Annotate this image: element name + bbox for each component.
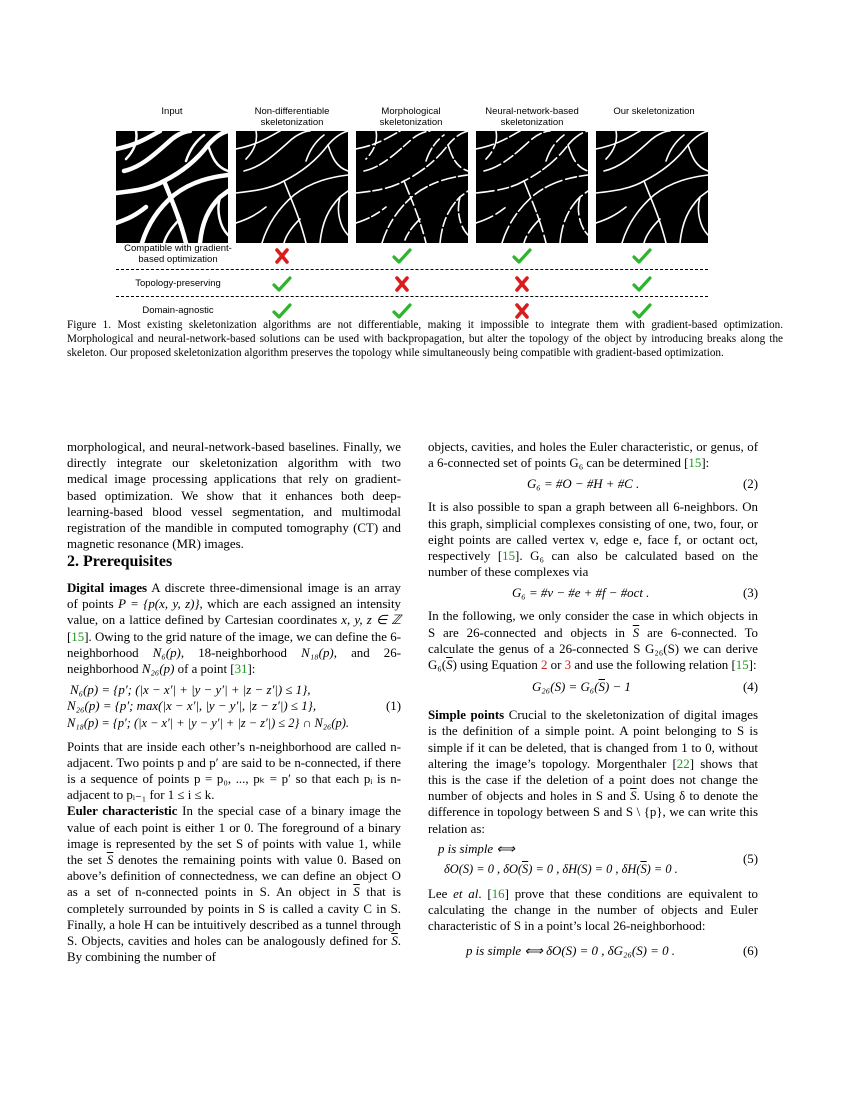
section-heading: 2. Prerequisites	[67, 553, 173, 570]
check-icon	[392, 248, 412, 264]
check-icon	[512, 248, 532, 264]
citation-link[interactable]: 16	[491, 887, 505, 902]
text-run: are 6-connected. To calculate the genus of a 26-connected S G₂₆(S) we can derive G₆(	[428, 625, 758, 673]
input-vessel-image	[116, 131, 228, 243]
check-icon	[632, 276, 652, 292]
text-run: denotes the remaining points with value 0. Based on above’s definition of connectedness, we can define an object O as a set of n-connected points in S. An object in	[67, 853, 401, 900]
text-run: , and 26-neighborhood	[67, 645, 401, 677]
text-run: or	[547, 658, 565, 673]
text-run: ) using Equation	[452, 658, 541, 673]
points-paragraph: Points that are inside each other’s n-neighborhood are called n-adjacent. Two points p and p′ are said to be n-connected, if there is a sequence of points p = p₀, ..., pₖ = p′ so that each pᵢ is n-adjacent to pᵢ₋₁ for 1 ≤ i ≤ k.	[67, 739, 401, 803]
equation-2	[428, 476, 758, 496]
equation-text: ) = 0 .	[646, 862, 678, 877]
row-divider	[116, 296, 708, 297]
right-column	[428, 439, 758, 963]
text-run: Crucial to the skeletonization of digital images is the definition of a simple point. A point belonging to S is simple if it can be deleted, that is changed from 1 to 0, without altering the image’s topology. Morgenthaler [	[428, 708, 758, 771]
equation-1-line-2	[67, 698, 401, 715]
equation-text: G₆ = #O − #H + #C .	[527, 477, 640, 492]
digital-images-paragraph	[67, 580, 401, 677]
math-inline: N₁₈(p)	[301, 645, 334, 660]
paragraph-heading: Simple points	[428, 708, 505, 723]
check-icon	[632, 303, 652, 319]
text-run: , 18-neighborhood	[180, 645, 302, 660]
text-run: ] shows that this is the case if the deletion of a point does not change the number of objects and holes in S and	[428, 756, 758, 804]
equation-text: N₂₆(p) = {p′; max(|x − x′|, |y − y′|, |z − z′|) ≤ 1},	[67, 699, 317, 714]
math-inline: $\overline{S}$	[522, 862, 529, 877]
simple-points-paragraph	[428, 707, 758, 837]
text-run: In the special case of a binary image the value of each point is either 1 or 0. The foreground of a binary image is represented by the set S of points with value 1, while the set	[67, 804, 401, 868]
column-heading-line: skeletonization	[500, 117, 564, 128]
equation-link[interactable]: 2	[541, 658, 548, 673]
figure-caption: Figure 1. Most existing skeletonization algorithms are not differentiable, making it impossible to integrate them with gradient-based optimization. Morphological and neural-network-based solutions can be used with backpropagation, but alter the topology of the object by introducing breaks along the skeleton. Our proposed skeletonization algorithm preserves the topology while simultaneously being compatible with gradient-based optimization.	[67, 319, 783, 359]
citation-link[interactable]: 15	[688, 456, 702, 471]
citation-link[interactable]: 15	[735, 658, 749, 673]
math-inline: x, y, z ∈ ℤ	[341, 613, 401, 628]
column-heading-line: skeletonization	[260, 117, 324, 128]
column-heading-line: Non-differentiable	[254, 106, 330, 117]
column-heading-morphological	[343, 106, 479, 128]
text-run: ]. Owing to the grid nature of the image, we can define the 6-neighborhood	[67, 629, 401, 660]
equation-number: (1)	[385, 699, 401, 714]
column-heading-neural-network	[462, 106, 602, 128]
math-inline: N₂₆(p)	[141, 662, 175, 677]
text-run: . Using δ to denote the difference in topology between S and S \ {p}, we can write this relation as:	[428, 789, 758, 836]
equation-number: (5)	[742, 852, 758, 867]
text-run: In the following, we only consider the case in which objects in S are 26-connected and objects in	[428, 609, 758, 640]
column-heading-input	[116, 106, 228, 117]
text-run: objects, cavities, and holes the Euler characteristic, or genus, of a 6-connected set of points G₆ can be determined [	[428, 440, 758, 471]
math-inline: $\overline{S}$	[106, 853, 114, 868]
check-icon	[272, 303, 292, 319]
math-inline: $\overline{S}$	[632, 625, 640, 640]
cross-icon	[272, 248, 292, 264]
paragraph-heading: Euler characteristic	[67, 804, 178, 819]
equation-3	[428, 585, 758, 605]
math-inline: $\overline{S}$	[391, 934, 398, 949]
column-heading-non-differentiable	[224, 106, 360, 128]
equation-6	[428, 943, 758, 963]
equation-text: ) − 1	[604, 680, 631, 695]
equation-1-line-3	[67, 715, 401, 731]
row-label-line: Topology-preserving	[135, 278, 221, 289]
equation-text: N₆(p) = {p′; (|x − x′| + |y − y′| + |z − z′|) ≤ 1},	[70, 683, 311, 698]
left-column	[67, 439, 401, 552]
math-inline: $\overline{S}$	[598, 680, 605, 695]
equation-number: (6)	[742, 943, 758, 958]
equation-5-line-1	[428, 841, 758, 857]
check-icon	[272, 276, 292, 292]
math-inline: P = {p(x, y, z)}	[118, 597, 200, 612]
math-inline: $\overline{S}$	[640, 862, 647, 877]
math-inline: $\overline{S}$	[630, 789, 637, 804]
cross-icon	[392, 276, 412, 292]
row-label-domain-agnostic	[108, 305, 248, 316]
math-inline: $\overline{S}$	[446, 658, 453, 673]
row-label-line: based optimization	[138, 254, 218, 265]
equation-text: G₆ = #v − #e + #f − #oct .	[512, 586, 650, 601]
text-run: et al	[453, 887, 479, 902]
row-label-topology-preserving	[108, 278, 248, 289]
equation-number: (3)	[742, 586, 758, 601]
equation-text: G₂₆(S) = G₆(	[532, 680, 599, 695]
equation-5-line-2	[428, 852, 758, 877]
check-icon	[632, 248, 652, 264]
citation-link[interactable]: 31	[234, 662, 248, 677]
text-run: . By combining the number of	[67, 934, 401, 965]
non-differentiable-skeleton-image	[236, 131, 348, 243]
row-divider	[116, 269, 708, 270]
column-heading-line: Our skeletonization	[613, 106, 695, 117]
column-heading-line: Morphological	[381, 106, 441, 117]
equation-text: N₁₈(p) = {p′; (|x − x′| + |y − y′| + |z − z′|) ≤ 2} ∩ N₂₆(p).	[67, 716, 349, 731]
morphological-skeleton-image	[356, 131, 468, 243]
citation-link[interactable]: 22	[676, 756, 690, 771]
genus-paragraph	[428, 439, 758, 471]
citation-link[interactable]: 15	[71, 629, 85, 644]
paragraph-heading: Digital images	[67, 581, 148, 595]
equation-number: (4)	[742, 680, 758, 695]
equation-text: δO(S) = 0 , δO(	[444, 862, 523, 877]
equation-1-line-1	[67, 682, 401, 698]
text-run: ] prove that these conditions are equivalent to calculating the change in the number of objects and Euler characteristic of S in a point’s local 26-neighborhood:	[428, 887, 759, 934]
column-heading-line: Input	[161, 106, 183, 117]
cross-icon	[512, 303, 532, 319]
text-run: [	[67, 629, 72, 644]
row-label-line: Domain-agnostic	[142, 305, 214, 316]
neural-network-skeleton-image	[476, 131, 588, 243]
citation-link[interactable]: 15	[502, 549, 516, 564]
check-icon	[392, 303, 412, 319]
text-run: Lee	[428, 887, 454, 902]
cross-icon	[512, 276, 532, 292]
column-heading-ours	[587, 106, 721, 117]
our-skeleton-image	[596, 131, 708, 243]
row-label-line: Compatible with gradient-	[124, 243, 232, 254]
euler-paragraph	[67, 803, 401, 965]
text-run: and use the following relation [	[571, 658, 736, 673]
math-inline: $\overline{S}$	[353, 885, 360, 900]
equation-text: ) = 0 , δH(S) = 0 , δH(	[528, 862, 641, 877]
text-run: . [	[478, 887, 492, 902]
text-run: ]:	[748, 658, 757, 673]
connectivity-paragraph	[428, 608, 758, 673]
text-run: ]:	[247, 662, 256, 677]
row-label-gradient-compatible	[108, 243, 248, 265]
lee-paragraph	[428, 886, 758, 935]
equation-4	[428, 679, 758, 699]
graph-paragraph	[428, 499, 758, 580]
equation-text: p is simple ⟺	[438, 841, 515, 856]
text-run: It is also possible to span a graph between all 6-neighbors. On this graph, simplicial complexes consisting of one, two, four, or eight points are called vertex v, edge e, face f, or octant oct, respectively [	[428, 500, 758, 564]
math-inline: N₆(p)	[152, 645, 181, 660]
column-heading-line: Neural-network-based	[485, 106, 579, 117]
text-run: ]. G₆ can also be calculated based on the number of these complexes via	[428, 549, 759, 580]
column-heading-line: skeletonization	[379, 117, 443, 128]
text-run: of a point [	[174, 662, 235, 677]
equation-text: p is simple ⟺ δO(S) = 0 , δG₂₆(S) = 0 .	[466, 943, 675, 958]
text-run: A discrete three-dimensional image is an array of points	[67, 581, 401, 612]
equation-link[interactable]: 3	[564, 658, 572, 673]
equation-number: (2)	[742, 477, 758, 492]
intro-paragraph: morphological, and neural-network-based baselines. Finally, we directly integrate our skeletonization algorithm with two medical image processing applications that rely on gradient-based optimization. We show that it enhances both deep-learning-based blood vessel segmentation, and multimodal registration of the mandible in computed tomography (CT) and magnetic resonance (MR) images.	[67, 440, 401, 552]
text-run: ]:	[701, 456, 710, 471]
text-run: that is completely surrounded by points in S is called a cavity C in S. Finally, a hole H can be intuitively described as a tunnel through S. Objects, cavities and holes can be analogously defined for	[67, 885, 402, 949]
left-column-body	[67, 580, 401, 965]
text-run: , which are each assigned an intensity value, on a lattice defined by Cartesian coordinates	[67, 597, 401, 628]
